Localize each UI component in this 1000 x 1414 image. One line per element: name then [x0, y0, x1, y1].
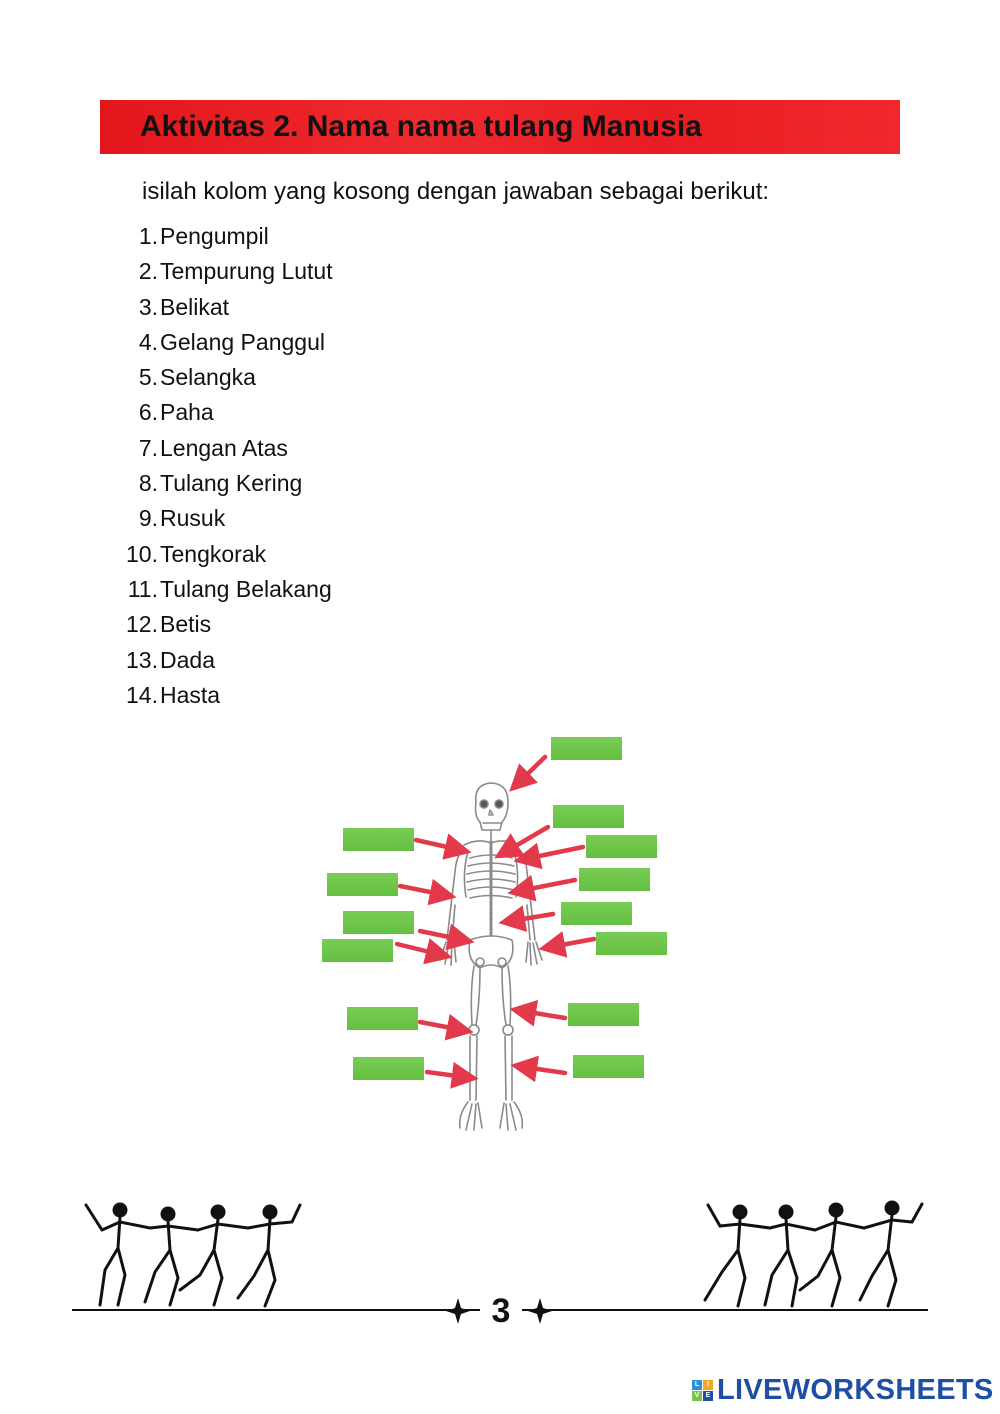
answer-input-13[interactable] — [347, 1007, 418, 1030]
logo-mark-icon: L I V E — [692, 1380, 713, 1401]
answer-input-5[interactable] — [561, 902, 632, 925]
logo-text: LIVEWORKSHEETS — [717, 1373, 994, 1406]
answer-input-8[interactable] — [573, 1055, 644, 1078]
page-title: Aktivitas 2. Nama nama tulang Manusia — [140, 110, 702, 143]
answer-input-3[interactable] — [586, 835, 657, 858]
answer-input-11[interactable] — [343, 911, 414, 934]
answer-input-7[interactable] — [568, 1003, 639, 1026]
answer-input-10[interactable] — [327, 873, 398, 896]
answer-input-12[interactable] — [322, 939, 393, 962]
title-banner — [100, 100, 900, 154]
answer-input-2[interactable] — [553, 805, 624, 828]
answer-input-4[interactable] — [579, 868, 650, 891]
answer-input-9[interactable] — [343, 828, 414, 851]
answer-input-14[interactable] — [353, 1057, 424, 1080]
dancing-skeletons-right — [705, 1202, 922, 1306]
page-number: 3 — [480, 1292, 522, 1331]
instruction-text: isilah kolom yang kosong dengan jawaban sebagai berikut: — [142, 178, 770, 205]
dancing-skeletons-left — [86, 1204, 300, 1306]
answer-input-1[interactable] — [551, 737, 622, 760]
answer-input-6[interactable] — [596, 932, 667, 955]
liveworksheets-logo — [692, 1374, 994, 1406]
